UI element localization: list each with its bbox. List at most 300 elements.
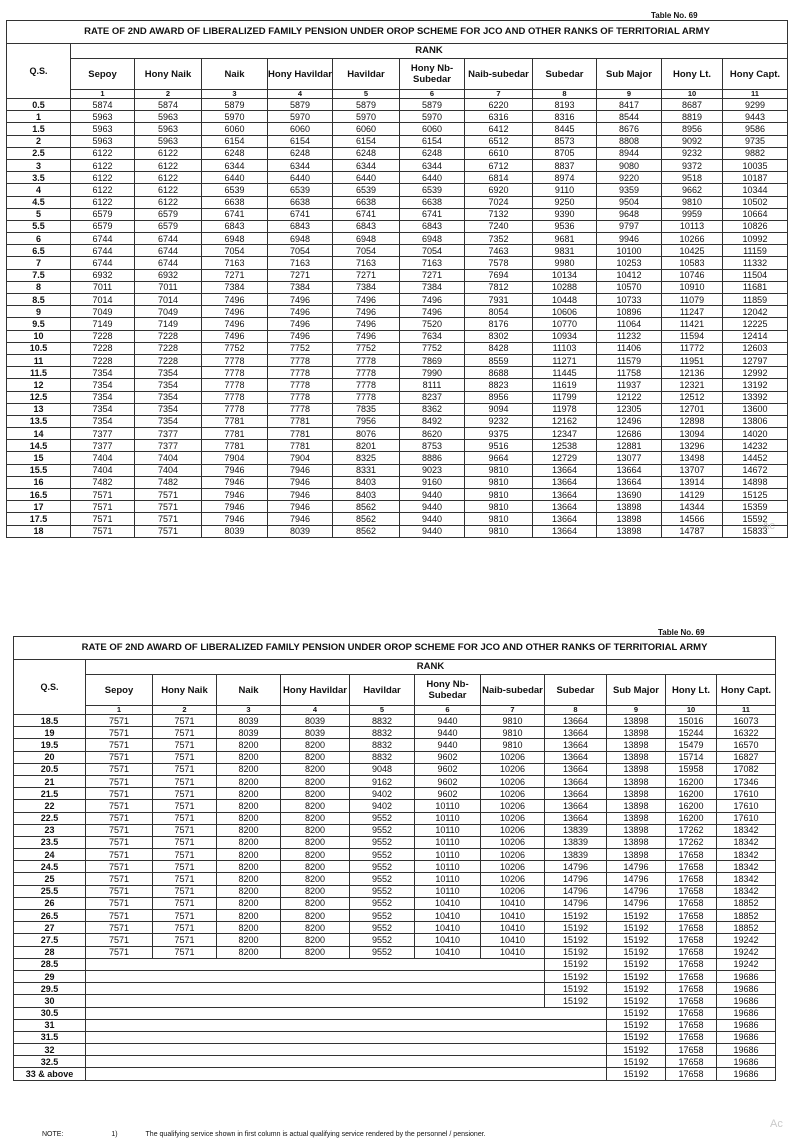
table-row (7, 233, 788, 245)
rate-cell: 10448 (533, 294, 597, 306)
rate-cell: 11445 (533, 367, 597, 379)
rate-cell: 10206 (481, 824, 545, 836)
rate-cell: 7163 (202, 257, 268, 269)
note-text: The qualifying service shown in first column is actual qualifying service rendered by the personnel / pensioner. (145, 1131, 486, 1138)
rate-cell: 12729 (533, 452, 597, 464)
rate-cell: 15714 (666, 751, 717, 763)
qs-cell: 13 (7, 403, 71, 415)
rate-cell: 17262 (666, 824, 717, 836)
rate-cell: 17658 (666, 1019, 717, 1031)
rate-cell: 9959 (662, 208, 723, 220)
rate-cell: 8200 (217, 946, 281, 958)
rank-header: RANK (71, 44, 788, 59)
rate-cell: 7354 (71, 403, 135, 415)
column-header: Hony Havildar (268, 59, 333, 90)
rate-cell: 7571 (86, 873, 153, 885)
rate-cell: 8200 (217, 788, 281, 800)
rate-cell: 13839 (545, 824, 607, 836)
rate-cell: 7781 (202, 428, 268, 440)
rate-cell: 10934 (533, 330, 597, 342)
rate-cell: 9402 (350, 788, 415, 800)
qs-cell: 11 (7, 354, 71, 366)
rate-cell: 8200 (217, 910, 281, 922)
rate-cell: 10187 (723, 172, 788, 184)
rate-cell: 8808 (597, 135, 662, 147)
rate-cell: 13664 (597, 476, 662, 488)
rate-cell: 6741 (333, 208, 400, 220)
column-header: Hony Naik (135, 59, 202, 90)
rate-cell: 10410 (481, 934, 545, 946)
rate-cell: 9552 (350, 836, 415, 848)
column-header: Hony Nb-Subedar (400, 59, 465, 90)
rate-cell: 6539 (268, 184, 333, 196)
qs-cell: 11.5 (7, 367, 71, 379)
rate-cell: 17658 (666, 897, 717, 909)
rate-cell: 9440 (400, 525, 465, 537)
rate-cell: 7496 (202, 306, 268, 318)
rate-cell: 11772 (662, 342, 723, 354)
rate-cell: 17658 (666, 922, 717, 934)
rate-cell: 12701 (662, 403, 723, 415)
rate-cell: 8200 (281, 739, 350, 751)
rate-cell: 11937 (597, 379, 662, 391)
column-number: 10 (666, 706, 717, 715)
rate-cell: 7228 (135, 330, 202, 342)
rate-cell: 18852 (717, 910, 776, 922)
rate-cell: 8200 (281, 775, 350, 787)
table-row (14, 727, 776, 739)
qs-cell: 3 (7, 159, 71, 171)
table-row (7, 99, 788, 111)
rate-cell: 7571 (86, 763, 153, 775)
rate-cell: 6344 (333, 159, 400, 171)
rate-cell: 5963 (135, 123, 202, 135)
rate-cell: 10826 (723, 220, 788, 232)
qs-cell: 21.5 (14, 788, 86, 800)
rate-cell: 13898 (597, 501, 662, 513)
rate-cell: 6843 (400, 220, 465, 232)
column-number: 8 (533, 90, 597, 99)
rate-cell: 13898 (607, 739, 666, 751)
rate-cell: 11681 (723, 281, 788, 293)
rate-cell: 7946 (268, 489, 333, 501)
rate-cell: 9586 (723, 123, 788, 135)
rate-cell: 8193 (533, 99, 597, 111)
rate-cell: 13392 (723, 391, 788, 403)
rate-cell: 6248 (268, 147, 333, 159)
rate-cell: 15192 (545, 922, 607, 934)
rate-cell: 10410 (415, 946, 481, 958)
rate-cell: 9390 (533, 208, 597, 220)
rate-cell: 6744 (135, 245, 202, 257)
table-row (7, 513, 788, 525)
rate-cell: 7571 (71, 501, 135, 513)
footnote (42, 1131, 486, 1138)
rate-cell: 8331 (333, 464, 400, 476)
rate-cell: 7496 (333, 306, 400, 318)
rate-cell: 13898 (607, 812, 666, 824)
rate-cell: 6843 (333, 220, 400, 232)
rate-cell: 7049 (135, 306, 202, 318)
table-row (7, 525, 788, 537)
rate-cell: 6932 (71, 269, 135, 281)
rate-cell: 7778 (202, 367, 268, 379)
rate-cell: 7778 (333, 391, 400, 403)
table-row (7, 330, 788, 342)
column-number: 11 (723, 90, 788, 99)
rate-cell: 8200 (281, 788, 350, 800)
rate-cell: 7011 (135, 281, 202, 293)
table-row (7, 415, 788, 427)
rate-cell: 13664 (533, 525, 597, 537)
rate-cell: 7571 (135, 501, 202, 513)
rate-cell: 8562 (333, 513, 400, 525)
rate-cell: 7496 (333, 294, 400, 306)
rate-cell: 12538 (533, 440, 597, 452)
rate-cell: 7778 (333, 379, 400, 391)
rate-cell: 9810 (465, 489, 533, 501)
table-number: Table No. 69 (658, 628, 705, 637)
rate-cell: 7354 (135, 403, 202, 415)
rate-cell: 9080 (597, 159, 662, 171)
rate-cell: 5879 (202, 99, 268, 111)
table-row (14, 812, 776, 824)
rate-cell: 17658 (666, 885, 717, 897)
rate-cell: 7496 (202, 330, 268, 342)
rate-cell: 19686 (717, 1056, 776, 1068)
rate-cell: 7571 (153, 812, 217, 824)
rate-cell: 16200 (666, 812, 717, 824)
rate-cell: 13839 (545, 836, 607, 848)
rate-cell: 8362 (400, 403, 465, 415)
qs-cell: 2.5 (7, 147, 71, 159)
rate-cell: 7271 (268, 269, 333, 281)
rate-cell: 9602 (415, 763, 481, 775)
rate-cell: 5963 (71, 111, 135, 123)
rate-cell: 8039 (268, 525, 333, 537)
rate-cell: 9810 (481, 739, 545, 751)
qs-cell: 14.5 (7, 440, 71, 452)
table-row (7, 281, 788, 293)
rate-cell: 7054 (202, 245, 268, 257)
rate-cell: 7946 (202, 464, 268, 476)
rate-cell: 8039 (217, 715, 281, 727)
rate-cell: 9160 (400, 476, 465, 488)
rate-cell: 7571 (71, 513, 135, 525)
rate-cell: 13664 (545, 715, 607, 727)
rate-cell: 10206 (481, 836, 545, 848)
rate-cell: 6948 (202, 233, 268, 245)
empty-cell (86, 1031, 607, 1043)
rate-cell: 6060 (400, 123, 465, 135)
rate-cell: 7571 (153, 885, 217, 897)
rate-cell: 15192 (607, 1007, 666, 1019)
rate-cell: 15192 (545, 946, 607, 958)
table-title: RATE OF 2ND AWARD OF LIBERALIZED FAMILY PENSION UNDER OROP SCHEME FOR JCO AND OTHER RANKS OF TERRITORIAL ARMY (7, 21, 788, 44)
rate-cell: 9048 (350, 763, 415, 775)
rate-cell: 17658 (666, 1007, 717, 1019)
qs-cell: 18.5 (14, 715, 86, 727)
qs-cell: 31 (14, 1019, 86, 1031)
rate-cell: 7752 (333, 342, 400, 354)
rate-cell: 12136 (662, 367, 723, 379)
table-row (7, 111, 788, 123)
table-row (14, 824, 776, 836)
rate-cell: 13664 (533, 501, 597, 513)
rate-cell: 15192 (607, 946, 666, 958)
rate-cell: 9220 (597, 172, 662, 184)
rate-cell: 9681 (533, 233, 597, 245)
rate-cell: 6060 (268, 123, 333, 135)
rate-cell: 14898 (723, 476, 788, 488)
rate-cell: 16073 (717, 715, 776, 727)
column-header: Hony Nb-Subedar (415, 675, 481, 706)
rate-cell: 13898 (607, 727, 666, 739)
column-number: 2 (135, 90, 202, 99)
rate-cell: 6154 (202, 135, 268, 147)
qs-cell: 28.5 (14, 958, 86, 970)
rate-cell: 7384 (400, 281, 465, 293)
rate-cell: 7496 (400, 306, 465, 318)
rate-cell: 8428 (465, 342, 533, 354)
rate-cell: 5879 (333, 99, 400, 111)
rate-cell: 8039 (202, 525, 268, 537)
rate-cell: 11247 (662, 306, 723, 318)
rate-cell: 8200 (217, 836, 281, 848)
rate-cell: 7354 (71, 379, 135, 391)
rate-cell: 13664 (533, 489, 597, 501)
rate-cell: 7778 (268, 379, 333, 391)
qs-cell: 4 (7, 184, 71, 196)
rate-cell: 6744 (135, 233, 202, 245)
rate-cell: 18342 (717, 849, 776, 861)
column-number: 6 (400, 90, 465, 99)
qs-cell: 4.5 (7, 196, 71, 208)
rate-cell: 17658 (666, 1068, 717, 1080)
rate-cell: 17658 (666, 946, 717, 958)
rate-cell: 7946 (268, 476, 333, 488)
rate-cell: 13898 (607, 800, 666, 812)
table-row (7, 269, 788, 281)
column-number: 9 (607, 706, 666, 715)
rate-cell: 6344 (400, 159, 465, 171)
rate-cell: 15192 (607, 1068, 666, 1080)
rate-cell: 7571 (86, 824, 153, 836)
rate-cell: 19686 (717, 1068, 776, 1080)
rate-cell: 10110 (415, 885, 481, 897)
rate-cell: 6154 (333, 135, 400, 147)
rate-cell: 6744 (135, 257, 202, 269)
rate-cell: 6154 (400, 135, 465, 147)
rate-cell: 10502 (723, 196, 788, 208)
column-header: Naib-subedar (465, 59, 533, 90)
rate-cell: 5970 (268, 111, 333, 123)
table-row (7, 489, 788, 501)
rate-cell: 9552 (350, 824, 415, 836)
rate-cell: 8837 (533, 159, 597, 171)
rate-cell: 7571 (86, 910, 153, 922)
rate-cell: 5879 (268, 99, 333, 111)
rate-cell: 7946 (268, 513, 333, 525)
rate-cell: 9232 (662, 147, 723, 159)
rate-cell: 9440 (415, 727, 481, 739)
rate-cell: 13707 (662, 464, 723, 476)
rate-cell: 9110 (533, 184, 597, 196)
column-header: Hony Havildar (281, 675, 350, 706)
qs-cell: 29.5 (14, 983, 86, 995)
qs-cell: 1 (7, 111, 71, 123)
rate-cell: 11504 (723, 269, 788, 281)
rate-cell: 18342 (717, 861, 776, 873)
rate-cell: 19242 (717, 958, 776, 970)
rate-cell: 13898 (607, 836, 666, 848)
rate-cell: 8200 (281, 751, 350, 763)
rate-cell: 6440 (333, 172, 400, 184)
qs-cell: 0.5 (7, 99, 71, 111)
rate-cell: 12603 (723, 342, 788, 354)
rate-cell: 7571 (153, 788, 217, 800)
rate-cell: 17658 (666, 1031, 717, 1043)
table-row (14, 763, 776, 775)
rate-cell: 9810 (465, 476, 533, 488)
rate-cell: 7571 (86, 849, 153, 861)
empty-cell (86, 995, 545, 1007)
rate-cell: 6712 (465, 159, 533, 171)
rate-cell: 6814 (465, 172, 533, 184)
rate-cell: 5970 (400, 111, 465, 123)
column-number: 1 (86, 706, 153, 715)
rate-cell: 8200 (217, 739, 281, 751)
rate-cell: 8200 (281, 836, 350, 848)
rate-cell: 8200 (217, 861, 281, 873)
rate-cell: 5970 (202, 111, 268, 123)
rate-cell: 6843 (202, 220, 268, 232)
rate-cell: 8200 (281, 763, 350, 775)
qs-cell: 6.5 (7, 245, 71, 257)
rate-cell: 9552 (350, 922, 415, 934)
table-row (7, 257, 788, 269)
rate-cell: 6539 (202, 184, 268, 196)
column-header: Naik (202, 59, 268, 90)
rate-cell: 7571 (153, 873, 217, 885)
rate-cell: 17262 (666, 836, 717, 848)
qs-cell: 25 (14, 873, 86, 885)
rate-cell: 14796 (607, 897, 666, 909)
rate-cell: 9162 (350, 775, 415, 787)
rate-cell: 8753 (400, 440, 465, 452)
empty-cell (86, 958, 545, 970)
rate-cell: 7571 (86, 897, 153, 909)
rate-cell: 8200 (281, 800, 350, 812)
rate-cell: 7778 (268, 367, 333, 379)
rate-cell: 13498 (662, 452, 723, 464)
column-header: Hony Naik (153, 675, 217, 706)
column-header: Naik (217, 675, 281, 706)
rate-cell: 6744 (71, 245, 135, 257)
qs-cell: 9 (7, 306, 71, 318)
rate-cell: 6579 (71, 220, 135, 232)
rate-cell: 14344 (662, 501, 723, 513)
rate-cell: 7384 (333, 281, 400, 293)
rate-cell: 7781 (268, 440, 333, 452)
rate-cell: 10606 (533, 306, 597, 318)
rate-cell: 7496 (268, 330, 333, 342)
rate-cell: 13898 (607, 763, 666, 775)
rate-cell: 9375 (465, 428, 533, 440)
rate-cell: 13898 (607, 775, 666, 787)
rate-cell: 7778 (268, 354, 333, 366)
rate-cell: 8573 (533, 135, 597, 147)
table-row (7, 245, 788, 257)
rate-cell: 8886 (400, 452, 465, 464)
qs-cell: 6 (7, 233, 71, 245)
qs-cell: 17 (7, 501, 71, 513)
rate-cell: 10770 (533, 318, 597, 330)
rate-cell: 7778 (268, 391, 333, 403)
rate-cell: 15359 (723, 501, 788, 513)
rate-cell: 7049 (71, 306, 135, 318)
qs-cell: 20 (14, 751, 86, 763)
rate-cell: 6741 (202, 208, 268, 220)
rate-cell: 7354 (71, 415, 135, 427)
rate-cell: 11859 (723, 294, 788, 306)
rate-cell: 12162 (533, 415, 597, 427)
rate-cell: 8200 (217, 849, 281, 861)
rate-cell: 7778 (333, 367, 400, 379)
rate-cell: 7571 (153, 861, 217, 873)
column-number: 3 (217, 706, 281, 715)
table-row (14, 849, 776, 861)
rate-cell: 8832 (350, 739, 415, 751)
rate-cell: 6744 (71, 257, 135, 269)
rate-cell: 8200 (217, 775, 281, 787)
rate-cell: 9440 (400, 513, 465, 525)
rate-cell: 12686 (597, 428, 662, 440)
rate-cell: 13898 (597, 525, 662, 537)
rate-cell: 7571 (153, 751, 217, 763)
rate-cell: 8076 (333, 428, 400, 440)
rate-cell: 8819 (662, 111, 723, 123)
rate-cell: 7571 (135, 513, 202, 525)
rate-cell: 7869 (400, 354, 465, 366)
rate-cell: 15192 (607, 1031, 666, 1043)
rate-cell: 8832 (350, 715, 415, 727)
rate-cell: 10110 (415, 873, 481, 885)
rate-cell: 9810 (465, 501, 533, 513)
table-row (14, 897, 776, 909)
rate-cell: 9810 (481, 715, 545, 727)
rate-cell: 7496 (333, 318, 400, 330)
note-label: NOTE: (42, 1131, 64, 1138)
rate-cell: 6122 (135, 147, 202, 159)
rate-cell: 14787 (662, 525, 723, 537)
rate-cell: 19686 (717, 995, 776, 1007)
qs-cell: 8 (7, 281, 71, 293)
rate-cell: 7571 (86, 812, 153, 824)
rate-cell: 8325 (333, 452, 400, 464)
rate-cell: 13094 (662, 428, 723, 440)
table-row (7, 342, 788, 354)
rate-cell: 15016 (666, 715, 717, 727)
rate-cell: 17658 (666, 1056, 717, 1068)
rate-cell: 7778 (202, 379, 268, 391)
column-header: Subedar (533, 59, 597, 90)
rate-cell: 19686 (717, 970, 776, 982)
rate-cell: 7024 (465, 196, 533, 208)
table-row (14, 861, 776, 873)
column-number: 9 (597, 90, 662, 99)
qs-cell: 15.5 (7, 464, 71, 476)
